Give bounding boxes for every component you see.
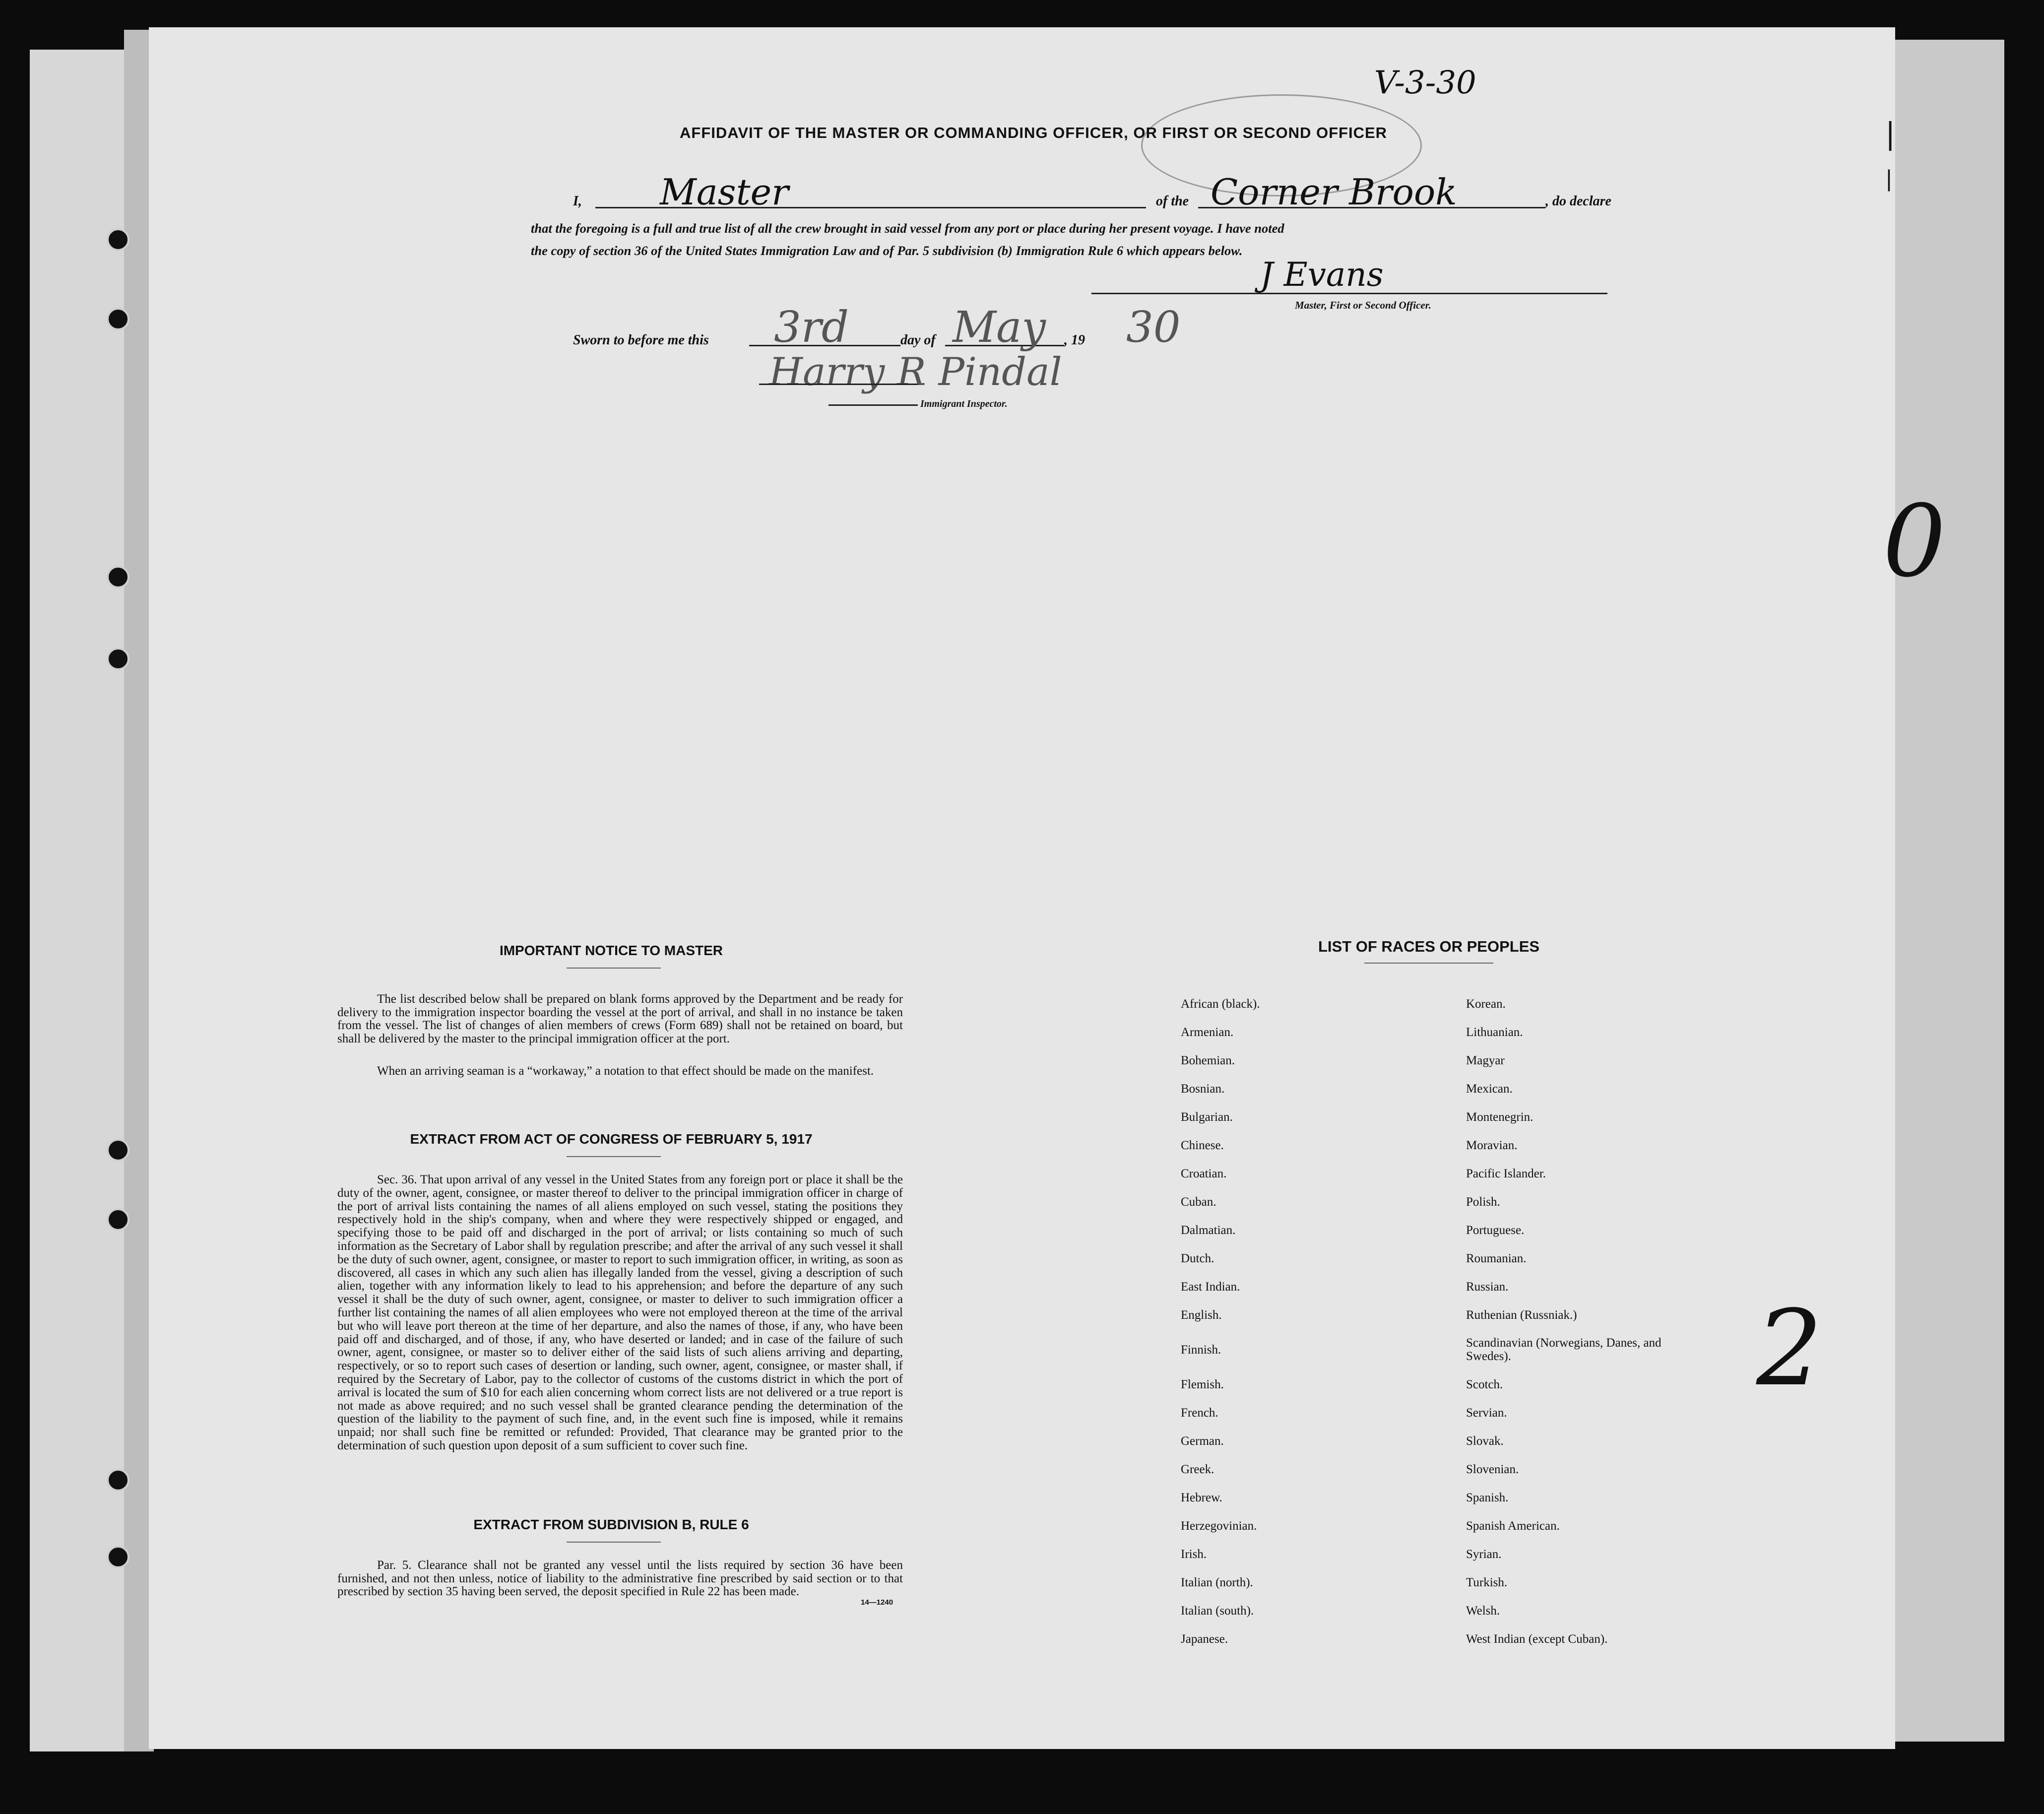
- race-item-right: Slovenian.: [1466, 1463, 1519, 1476]
- rule: [567, 1156, 661, 1157]
- race-item-left: Chinese.: [1181, 1139, 1224, 1152]
- binder-hole: [107, 1208, 129, 1231]
- day-handwriting: 3rd: [774, 303, 849, 352]
- do-declare-label: , do declare: [1545, 194, 1611, 209]
- margin-two: 2: [1756, 1288, 1823, 1409]
- race-item-left: Bulgarian.: [1181, 1110, 1233, 1124]
- races-heading: LIST OF RACES OR PEOPLES: [1318, 938, 1540, 955]
- binder-hole: [107, 228, 129, 251]
- race-item-left: Dalmatian.: [1181, 1224, 1236, 1237]
- race-item-right: Lithuanian.: [1466, 1026, 1523, 1039]
- act-heading: EXTRACT FROM ACT OF CONGRESS OF FEBRUARY 5, 1917: [410, 1131, 813, 1147]
- binder-hole: [107, 308, 129, 330]
- race-item-right: Scotch.: [1466, 1378, 1503, 1391]
- race-item-left: Croatian.: [1181, 1167, 1227, 1180]
- race-item-right: Turkish.: [1466, 1576, 1508, 1589]
- vessel-handwriting: Corner Brook: [1211, 171, 1457, 213]
- declaration-line-1: that the foregoing is a full and true list of all the crew brought in said vessel from any port or place during her present voyage. I have noted: [531, 221, 1284, 236]
- act-section-36-text: Sec. 36. That upon arrival of any vessel in the United States from any foreign port or place it shall be the duty of the owner, agent, consignee, or master thereof to deliver to the principal immigration officer in charge of the port of arrival lists containing the names of all aliens employed on such vessel, stating the positions they respectively hold in the ship's company, when and where they were respectively shipped or engaged, and specifying those to be paid off and discharged in the port of arrival; or lists containing so much of such information as the Secretary of Labor shall by regulation prescribe; and after the arrival of any such vessel it shall be the duty of such owner, agent, consignee, or master to report to such immigration officer, in writing, as soon as discovered, all cases in which any such alien has illegally landed from the vessel, giving a description of such alien, together with any information likely to lead to his apprehension; and before the departure of any such vessel it shall be the duty of such owner, agent, consignee, or master to deliver to such immigration officer a further list containing the names of all alien employees who were not employed thereon at the time of the arrival but who will leave port thereon at the time of her departure, and also the names of those, if any, who have been paid off and discharged, and of those, if any, who have deserted or landed; and in case of the failure of such owner, agent, consignee, or master so to deliver either of the said lists of such aliens arriving and departing, respectively, or so to report such cases of desertion or landing, such owner, agent, consignee, or master shall, if required by the Secretary of Labor, pay to the collector of customs of the customs district in which the port of arrival is located the sum of $10 for each alien concerning whom correct lists are not delivered or a true report is not made as above required; and no such vessel shall be granted clearance pending the determination of the question of the liability to the payment of such fine, and, in the event such fine is imposed, while it remains unpaid; nor shall such fine be remitted or refunded: Provided, That clearance may be granted prior to the determination of such question upon deposit of a sum sufficient to cover such fine.: [337, 1173, 903, 1452]
- affidavit-title: AFFIDAVIT OF THE MASTER OR COMMANDING OFFICER, OR FIRST OR SECOND OFFICER: [680, 124, 1388, 141]
- inspector-line-2: [829, 404, 918, 406]
- race-item-left: Irish.: [1181, 1548, 1207, 1561]
- race-item-right: Slovak.: [1466, 1434, 1504, 1448]
- race-item-left: Hebrew.: [1181, 1491, 1222, 1504]
- race-item-left: Japanese.: [1181, 1632, 1228, 1646]
- rule-heading: EXTRACT FROM SUBDIVISION B, RULE 6: [473, 1517, 749, 1532]
- race-item-left: Cuban.: [1181, 1195, 1216, 1209]
- race-item-left: Dutch.: [1181, 1252, 1214, 1265]
- declaration-line-2: the copy of section 36 of the United States Immigration Law and of Par. 5 subdivision (b) Immigration Rule 6 which appears below.: [531, 243, 1243, 258]
- inspector-line-1: [759, 384, 918, 385]
- race-item-right: Russian.: [1466, 1280, 1509, 1294]
- race-item-right: Ruthenian (Russniak.): [1466, 1308, 1577, 1322]
- race-item-right: Moravian.: [1466, 1139, 1518, 1152]
- officer-signature-line: [1091, 293, 1607, 294]
- race-item-left: Armenian.: [1181, 1026, 1234, 1039]
- race-item-left: Herzegovinian.: [1181, 1519, 1257, 1533]
- rank-handwriting: Master: [660, 171, 789, 213]
- binder-hole: [107, 566, 129, 588]
- rule-par-5-text: Par. 5. Clearance shall not be granted any vessel until the lists required by section 36 have been furnished, and not then unless, notice of liability to the administrative fine prescribed by said section or to that prescribed by section 35 having been served, the deposit specified in Rule 22 has been made.: [337, 1558, 903, 1598]
- race-item-right: Polish.: [1466, 1195, 1500, 1209]
- race-item-right: Scandinavian (Norwegians, Danes, and Swedes).: [1466, 1336, 1661, 1363]
- notice-para-1: The list described below shall be prepared on blank forms approved by the Department and be ready for delivery to the immigration inspector boarding the vessel at the port of arrival, and shall in no instance be taken from the vessel. The list of changes of alien members of crews (Form 689) shall not be retained on board, but shall be delivered by the master to the principal immigration officer at the port.: [337, 992, 903, 1045]
- margin-tick: |: [1885, 166, 1893, 192]
- race-item-left: French.: [1181, 1406, 1218, 1420]
- margin-zero: 0: [1883, 484, 1946, 599]
- race-item-left: African (black).: [1181, 997, 1260, 1011]
- left-page-edge: [30, 50, 124, 1751]
- race-item-right: West Indian (except Cuban).: [1466, 1632, 1608, 1646]
- race-item-left: East Indian.: [1181, 1280, 1240, 1294]
- race-item-left: English.: [1181, 1308, 1222, 1322]
- race-item-right: Spanish American.: [1466, 1519, 1560, 1533]
- manifest-page: [149, 27, 1946, 1749]
- race-item-left: Bosnian.: [1181, 1082, 1225, 1096]
- right-page-edge: [1895, 40, 2004, 1742]
- race-item-left: German.: [1181, 1434, 1224, 1448]
- officer-signature: J Evans: [1260, 256, 1384, 294]
- binder-hole: [107, 1469, 129, 1491]
- race-item-right: Spanish.: [1466, 1491, 1509, 1504]
- race-item-right: Magyar: [1466, 1054, 1505, 1067]
- race-item-right: Mexican.: [1466, 1082, 1513, 1096]
- race-item-left: Italian (north).: [1181, 1576, 1253, 1589]
- race-item-right: Korean.: [1466, 997, 1506, 1011]
- race-item-left: Flemish.: [1181, 1378, 1224, 1391]
- year-prefix: , 19: [1064, 332, 1085, 348]
- binder-hole: [107, 1546, 129, 1568]
- race-item-left: Finnish.: [1181, 1343, 1221, 1357]
- race-item-left: Greek.: [1181, 1463, 1214, 1476]
- sworn-label: Sworn to before me this: [573, 332, 709, 348]
- race-item-right: Servian.: [1466, 1406, 1507, 1420]
- inspector-signature: Harry R Pindal: [769, 350, 1062, 394]
- race-item-left: Bohemian.: [1181, 1054, 1235, 1067]
- race-item-right: Roumanian.: [1466, 1252, 1527, 1265]
- officer-caption: Master, First or Second Officer.: [1295, 299, 1431, 311]
- race-item-left: Italian (south).: [1181, 1604, 1254, 1618]
- notice-heading: IMPORTANT NOTICE TO MASTER: [499, 943, 723, 958]
- rule: [567, 1542, 661, 1543]
- race-item-right: Pacific Islander.: [1466, 1167, 1546, 1180]
- i-label: I,: [573, 194, 582, 209]
- binder-hole: [107, 648, 129, 670]
- notice-para-2: When an arriving seaman is a “workaway,” a notation to that effect should be made on the manifest.: [377, 1064, 874, 1078]
- race-item-right: Syrian.: [1466, 1548, 1502, 1561]
- rule: [1364, 963, 1493, 964]
- race-item-right: Welsh.: [1466, 1604, 1500, 1618]
- form-code: 14—1240: [861, 1598, 894, 1607]
- race-item-right: Montenegrin.: [1466, 1110, 1533, 1124]
- day-of-label: day of: [900, 332, 936, 348]
- binder-hole: [107, 1139, 129, 1162]
- year-handwriting: 30: [1126, 303, 1181, 352]
- margin-tick: |: [1885, 117, 1896, 151]
- race-item-right: Portuguese.: [1466, 1224, 1525, 1237]
- top-annotation: V-3-30: [1374, 65, 1476, 101]
- inspector-caption: Immigrant Inspector.: [920, 398, 1008, 409]
- month-handwriting: May: [953, 303, 1046, 352]
- rule: [567, 968, 661, 969]
- of-the-label: of the: [1156, 194, 1189, 209]
